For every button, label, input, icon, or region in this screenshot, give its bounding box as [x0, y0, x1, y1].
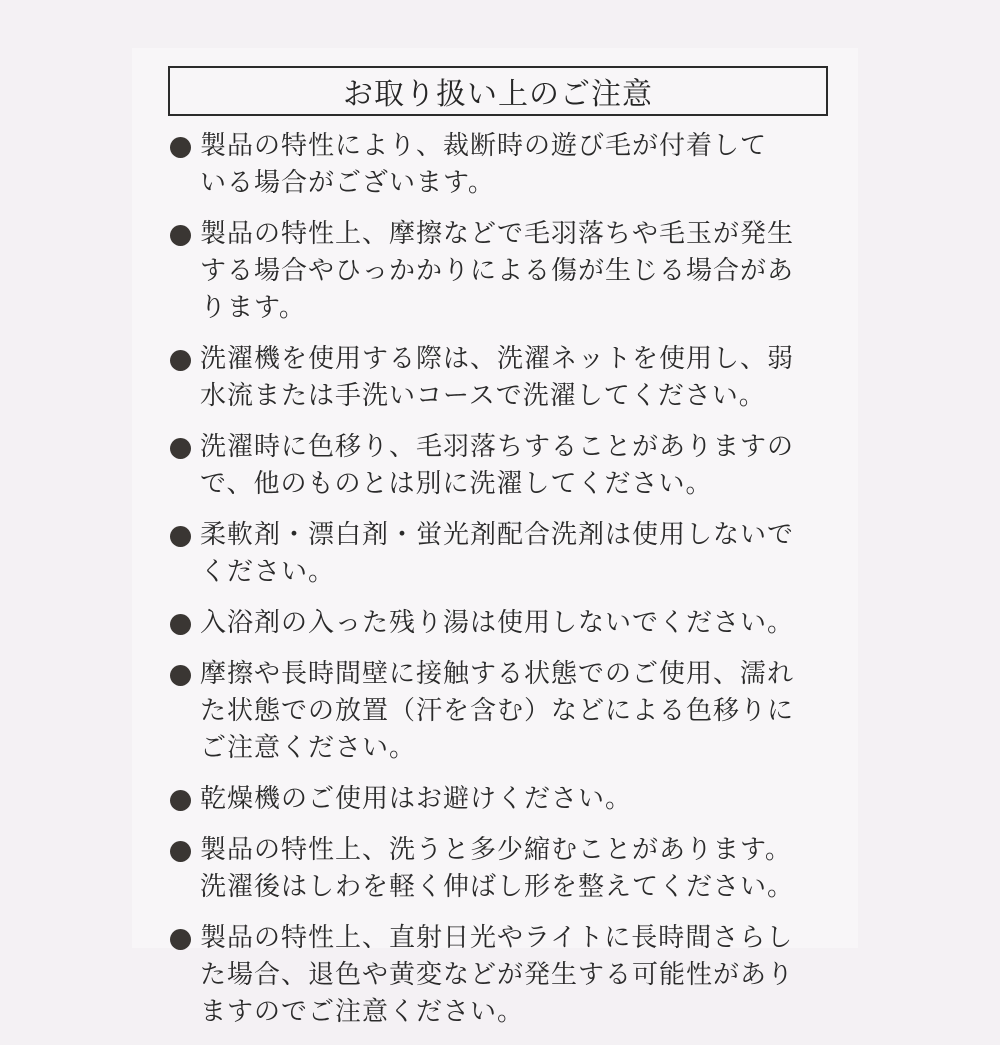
caution-item	[168, 216, 848, 327]
bullet-icon	[170, 137, 191, 158]
bullet-icon	[170, 225, 191, 246]
caution-text: 洗濯時に色移り、毛羽落ちすることがありますの で、他のものとは別に洗濯してください。	[200, 432, 795, 499]
bullet-icon	[170, 526, 191, 547]
caution-text: 摩擦や長時間壁に接触する状態でのご使用、濡れ た状態での放置（汗を含む）などによる色移りに ご注意ください。	[200, 659, 795, 763]
bullet-icon	[170, 614, 191, 635]
caution-item	[168, 781, 848, 818]
bullet-icon	[170, 665, 191, 686]
caution-text: 柔軟剤・漂白剤・蛍光剤配合洗剤は使用しないで ください。	[200, 520, 795, 587]
caution-text: 入浴剤の入った残り湯は使用しないでください。	[200, 608, 795, 638]
caution-item	[168, 128, 848, 202]
caution-item	[168, 341, 848, 415]
caution-text: 洗濯機を使用する際は、洗濯ネットを使用し、弱 水流または手洗いコースで洗濯してください。	[200, 344, 795, 411]
caution-item	[168, 832, 848, 906]
caution-text: 製品の特性上、直射日光やライトに長時間さらし た場合、退色や黄変などが発生する可能性があり ますのでご注意ください。	[200, 923, 795, 1027]
caution-text: 製品の特性により、裁断時の遊び毛が付着して いる場合がございます。	[200, 131, 768, 198]
bullet-icon	[170, 790, 191, 811]
bullet-icon	[170, 438, 191, 459]
caution-item	[168, 920, 848, 1031]
bullet-icon	[170, 929, 191, 950]
caution-text: 製品の特性上、洗うと多少縮むことがあります。 洗濯後はしわを軽く伸ばし形を整えてください。	[200, 835, 795, 902]
notice-title: お取り扱い上のご注意	[168, 66, 828, 116]
caution-item	[168, 429, 848, 503]
caution-item	[168, 605, 848, 642]
bullet-icon	[170, 350, 191, 371]
caution-list	[168, 128, 848, 1045]
caution-item	[168, 517, 848, 591]
caution-text: 製品の特性上、摩擦などで毛羽落ちや毛玉が発生 する場合やひっかかりによる傷が生じる場合があ ります。	[200, 219, 795, 323]
caution-text: 乾燥機のご使用はお避けください。	[200, 784, 633, 814]
bullet-icon	[170, 841, 191, 862]
caution-item	[168, 656, 848, 767]
